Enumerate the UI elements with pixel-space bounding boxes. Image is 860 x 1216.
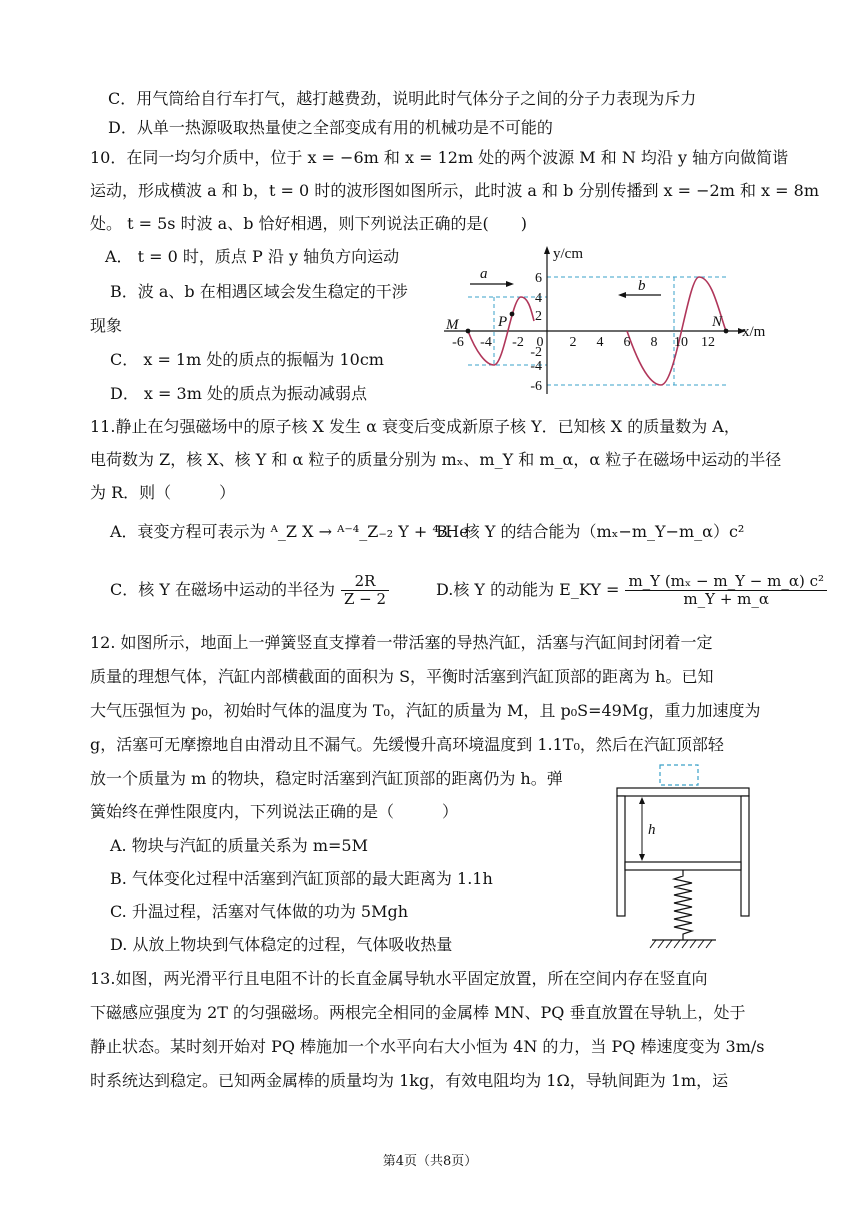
M-label: M	[446, 317, 459, 333]
y-tick: -4	[530, 359, 542, 374]
q11-stem-line2: 电荷数为 Z，核 X、核 Y 和 α 粒子的质量分别为 mₓ、m_Y 和 m_α，α 粒子在磁场中运动的半径	[90, 450, 782, 469]
q12-option-a: A. 物块与汽缸的质量关系为 m=5M	[110, 836, 368, 855]
fraction-denominator: Z − 2	[343, 589, 387, 608]
q9-option-c: C．用气筒给自行车打气，越打越费劲，说明此时气体分子之间的分子力表现为斥力	[108, 89, 697, 108]
x-tick: 10	[674, 335, 688, 350]
q12-option-c: C. 升温过程，活塞对气体做的功为 5Mgh	[110, 902, 409, 921]
q11-stem-line1: 11.静止在匀强磁场中的原子核 X 发生 α 衰变后变成新原子核 Y．已知核 X 的质量数为 A，	[90, 417, 740, 436]
q12-stem-line4: g，活塞可无摩擦地自由滑动且不漏气。先缓慢升高环境温度到 1.1T₀，然后在汽缸顶部轻	[90, 735, 724, 754]
y-tick: -6	[530, 379, 542, 394]
q13-stem-line4: 时系统达到稳定。已知两金属棒的质量均为 1kg，有效电阻均为 1Ω，导轨间距为 1m，运	[90, 1071, 729, 1090]
wave-b-label: b	[638, 278, 646, 294]
q11-option-d-fraction	[625, 573, 827, 608]
y-tick: -2	[530, 345, 542, 360]
wave-figure	[436, 242, 776, 402]
q10-option-c: C． x = 1m 处的质点的振幅为 10cm	[110, 350, 384, 369]
cylinder-top	[617, 788, 749, 796]
q13-stem-line2: 下磁感应强度为 2T 的匀强磁场。两根完全相同的金属棒 MN、PQ 垂直放置在导轨上，处于	[90, 1003, 746, 1022]
y-axis-arrow	[544, 246, 550, 254]
fraction-numerator: m_Y (mₓ − m_Y − m_α) c²	[625, 573, 827, 591]
q10-stem-line1: 10．在同一均匀介质中，位于 x = −6m 和 x = 12m 处的两个波源 M 和 N 均沿 y 轴方向做简谐	[90, 148, 789, 167]
fraction-numerator: 2R	[341, 573, 389, 591]
ground-hatch	[650, 940, 712, 948]
N-label: N	[712, 314, 723, 330]
x-tick: -2	[512, 335, 524, 350]
q11-option-c-fraction	[341, 573, 389, 608]
q11-option-c	[110, 570, 389, 610]
point-M	[466, 329, 471, 334]
q10-stem-line3: 处。 t = 5s 时波 a、b 恰好相遇，则下列说法正确的是( )	[90, 214, 528, 233]
point-P	[510, 312, 515, 317]
page-footer: 第4页（共8页）	[382, 1154, 478, 1169]
wave-a-label: a	[480, 266, 488, 282]
y-tick: 4	[535, 291, 542, 306]
q11-option-d	[436, 570, 827, 610]
x-tick: -4	[480, 335, 492, 350]
x-tick: 8	[650, 335, 658, 350]
q12-stem-line5: 放一个质量为 m 的物块，稳定时活塞到汽缸顶部的距离仍为 h。弹	[90, 769, 563, 788]
q12-stem-line2: 质量的理想气体，汽缸内部横截面的面积为 S，平衡时活塞到汽缸顶部的距离为 h。已知	[90, 667, 714, 686]
cylinder-figure	[612, 762, 762, 956]
q11-stem-line3: 为 R．则（ ）	[90, 483, 236, 502]
block	[660, 765, 698, 785]
origin-label: 0	[536, 335, 544, 350]
P-label: P	[498, 314, 508, 330]
x-tick: 12	[701, 335, 715, 350]
q10-option-d: D． x = 3m 处的质点为振动减弱点	[110, 384, 367, 403]
q13-stem-line3: 静止状态。某时刻开始对 PQ 棒施加一个水平向右大小恒为 4N 的力，当 PQ 棒速度变为 3m/s	[90, 1037, 765, 1056]
q10-option-b-line2: 现象	[90, 316, 123, 335]
y-axis-label: y/cm	[553, 246, 583, 262]
q11-option-a: A．衰变方程可表示为 ᴬ_Z X → ᴬ⁻⁴_Z₋₂ Y + ⁴₂He	[110, 522, 469, 541]
q11-option-b: B．核 Y 的结合能为（mₓ−m_Y−m_α）c²	[436, 522, 745, 541]
spring	[674, 870, 692, 940]
x-tick: 2	[569, 335, 577, 350]
q11-option-c-text: C．核 Y 在磁场中运动的半径为	[110, 580, 335, 599]
q12-option-d: D. 从放上物块到气体稳定的过程，气体吸收热量	[110, 935, 453, 954]
q9-option-d: D．从单一热源吸取热量使之全部变成有用的机械功是不可能的	[108, 118, 553, 137]
y-tick: 2	[535, 309, 542, 324]
cylinder-wall-right	[741, 796, 749, 916]
q10-stem-line2: 运动，形成横波 a 和 b，t = 0 时的波形图如图所示，此时波 a 和 b 分别传播到 x = −2m 和 x = 8m	[90, 181, 820, 200]
h-label: h	[648, 822, 656, 838]
x-tick: -6	[452, 335, 464, 350]
y-tick: 6	[535, 271, 542, 286]
q12-stem-line3: 大气压强恒为 p₀，初始时气体的温度为 T₀，汽缸的质量为 M，且 p₀S=49Mg，重力加速度为	[90, 701, 761, 720]
cylinder-wall-left	[617, 796, 625, 916]
q13-stem-line1: 13.如图，两光滑平行且电阻不计的长直金属导轨水平固定放置，所在空间内存在竖直向	[90, 969, 708, 988]
fraction-denominator: m_Y + m_α	[683, 589, 770, 608]
q11-option-d-text: D.核 Y 的动能为 E_KY =	[436, 580, 620, 599]
point-N	[724, 329, 729, 334]
q12-option-b: B. 气体变化过程中活塞到汽缸顶部的最大距离为 1.1h	[110, 869, 493, 888]
piston	[625, 862, 741, 870]
q12-stem-line1: 12. 如图所示，地面上一弹簧竖直支撑着一带活塞的导热汽缸，活塞与汽缸间封闭着一定	[90, 633, 713, 652]
q10-option-b-line1: B．波 a、b 在相遇区域会发生稳定的干涉	[110, 282, 408, 301]
x-axis-label: x/m	[742, 324, 766, 340]
q10-option-a: A． t = 0 时，质点 P 沿 y 轴负方向运动	[105, 247, 400, 266]
x-tick: 4	[596, 335, 604, 350]
q12-stem-line6: 簧始终在弹性限度内，下列说法正确的是（ ）	[90, 802, 459, 821]
x-tick: 6	[623, 335, 631, 350]
